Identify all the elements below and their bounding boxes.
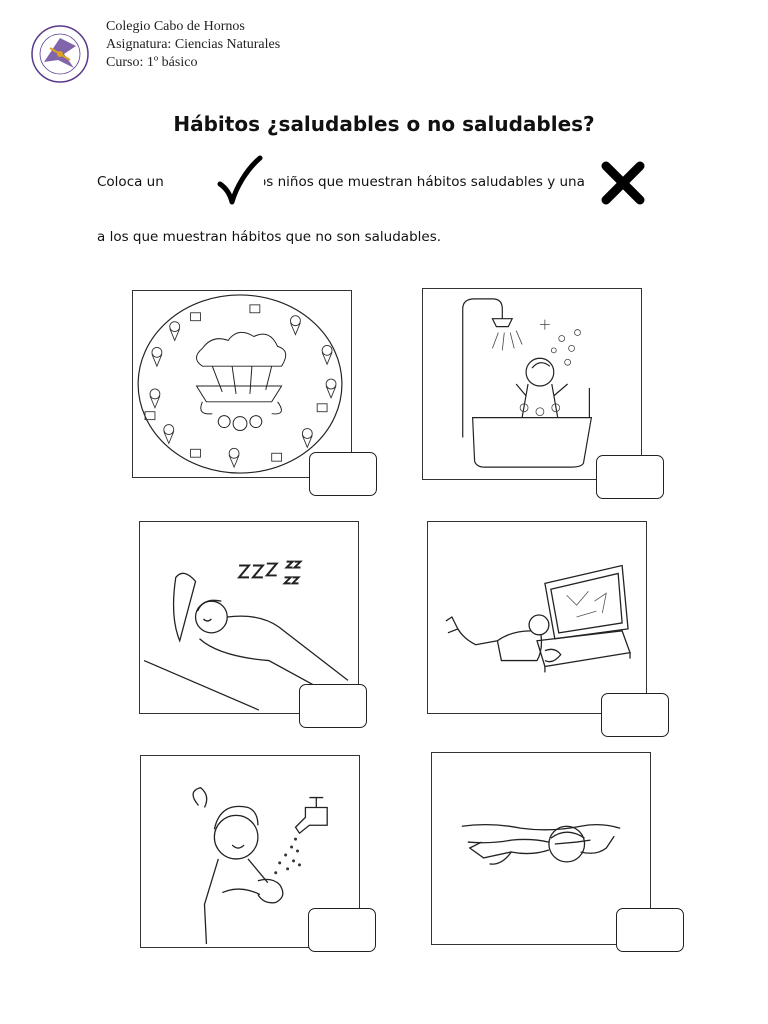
school-logo-icon [30, 24, 90, 84]
cross-mark-icon [600, 160, 646, 206]
answer-box-2[interactable] [596, 455, 664, 499]
card-sweets-mandala [132, 290, 352, 478]
worksheet-title: Hábitos ¿saludables o no saludables? [173, 112, 595, 136]
shower-icon [423, 289, 641, 479]
sweets-icon [133, 291, 351, 477]
answer-box-6[interactable] [616, 908, 684, 952]
answer-box-4[interactable] [601, 693, 669, 737]
card-child-watching-tv [427, 521, 647, 714]
subject-label: Asignatura: Ciencias Naturales [106, 37, 281, 52]
school-info [106, 18, 280, 72]
check-mark-icon [216, 154, 264, 208]
card-child-showering [422, 288, 642, 480]
answer-box-1[interactable] [309, 452, 377, 496]
instruction-text-line2: a los que muestran hábitos que no son saludables. [97, 229, 442, 245]
answer-box-3[interactable] [299, 684, 367, 728]
instruction-text-start: Coloca un [97, 174, 164, 190]
course-label: Curso: 1º básico [106, 55, 198, 70]
instruction-text-middle: os niños que muestran hábitos saludables y una [258, 174, 585, 190]
tv-icon [428, 522, 646, 713]
school-name: Colegio Cabo de Hornos [106, 19, 245, 34]
answer-box-5[interactable] [308, 908, 376, 952]
